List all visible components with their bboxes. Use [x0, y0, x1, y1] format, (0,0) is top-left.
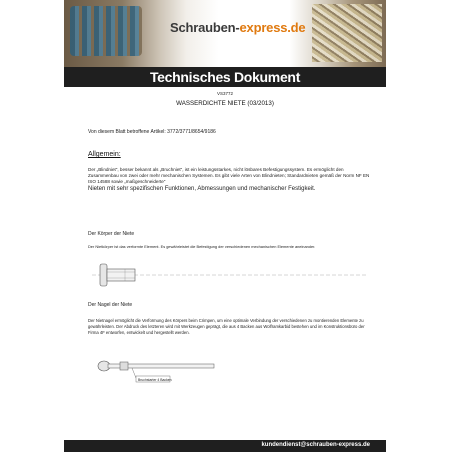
- document-title: WASSERDICHTE NIETE (03/2013): [176, 100, 274, 107]
- footer-email[interactable]: kundendienst@schrauben-express.de: [261, 442, 370, 448]
- section-heading-general: Allgemein:: [88, 151, 121, 158]
- document-type-title: Technisches Dokument: [149, 69, 301, 85]
- section-heading-body: Der Körper der Niete: [88, 231, 135, 237]
- document-code: VS3772: [216, 91, 233, 96]
- rivet-body-diagram: [92, 262, 368, 288]
- footer-bar: [64, 440, 386, 452]
- logo-accent: express.de: [239, 20, 306, 35]
- rivet-nail-diagram: [96, 356, 216, 386]
- general-text: Der „Blindniet“, besser bekannt als „Bruchniet“, ist ein leistungsstarkes, nicht lösbares Befestigungssystem. Es ermöglicht den Zusammenbau von zwei oder mehr mechanischen Systemen. Es gibt viele Arten von Blindnieten; Standardnieten gemäß der Norm NF EN ISO 14588 sowie „maßgeschneiderte“: [88, 167, 370, 185]
- nail-paragraph: Der Nietnagel ermöglicht die Verformung des Körpers beim Crimpen, um eine optimale Verbindung der verschiedenen zu montierenden Elemente zu gewährleisten. Der Abdruck des letzteren wird mit Werkzeugen geprägt, die aus 4 Backen aus Wolframkarbid bestehen und im Konstruktionsbüro der Firma 4F entworfen, entwickelt und hergestellt werden.: [88, 318, 365, 336]
- section-heading-nail: Der Nagel der Niete: [88, 302, 133, 308]
- toolbox-photo: [70, 6, 142, 56]
- screws-photo: [312, 4, 382, 62]
- nail-figure-label: Bruchstarter 4 Backen: [138, 377, 172, 382]
- general-paragraph: [88, 167, 370, 192]
- title-bar: [64, 67, 386, 87]
- body-paragraph: Der Nietkörper ist das verformte Element. Es gewährleistet die Befestigung der verschiedenen mechanischen Elemente aneinander.: [88, 244, 316, 249]
- general-text-2: Nieten mit sehr spezifischen Funktionen, Abmessungen und mechanischer Festigkeit.: [88, 185, 316, 192]
- header-banner: [64, 0, 386, 67]
- brand-logo: [170, 20, 305, 35]
- document-page: [64, 0, 386, 452]
- affected-articles: Von diesem Blatt betroffene Artikel: 3772/3771/8654/9186: [88, 129, 216, 135]
- logo-main: Schrauben-: [170, 20, 240, 35]
